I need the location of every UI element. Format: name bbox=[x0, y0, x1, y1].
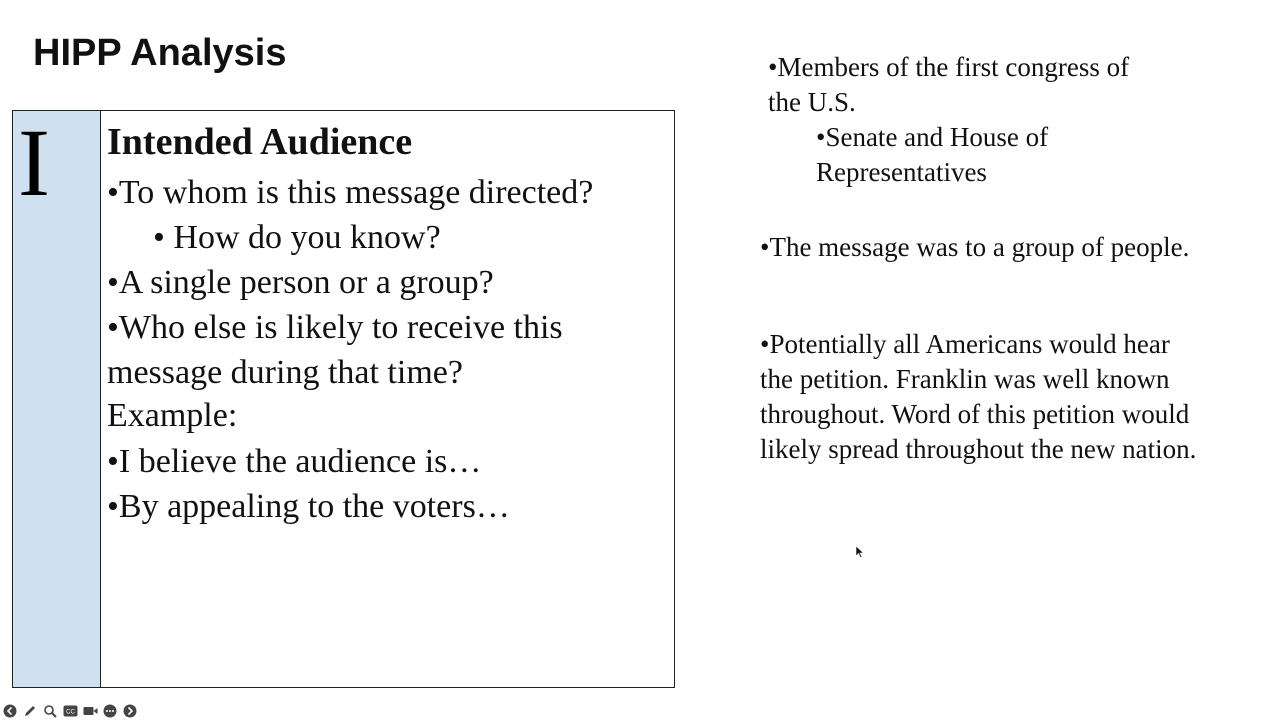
question-who-else-line1: •Who else is likely to receive this bbox=[107, 309, 563, 346]
hipp-card bbox=[12, 110, 675, 688]
answer-2: •The message was to a group of people. bbox=[760, 232, 1190, 262]
mouse-pointer-icon bbox=[856, 546, 864, 558]
question-whom: •To whom is this message directed? bbox=[107, 174, 594, 211]
presenter-toolbar bbox=[2, 703, 138, 719]
answer-3-line4: likely spread throughout the new nation. bbox=[760, 434, 1197, 464]
question-how-know: • How do you know? bbox=[153, 219, 441, 256]
answer-1-sub-line1: •Senate and House of bbox=[816, 122, 1049, 152]
answer-3-line3: throughout. Word of this petition would bbox=[760, 399, 1190, 429]
answer-1-line1: •Members of the first congress of bbox=[768, 52, 1130, 82]
forward-icon[interactable] bbox=[122, 703, 138, 719]
answer-1-sub-line2: Representatives bbox=[816, 157, 987, 187]
answer-3-line2: the petition. Franklin was well known bbox=[760, 364, 1170, 394]
letter-column bbox=[13, 111, 101, 687]
answer-1-line2: the U.S. bbox=[768, 87, 856, 117]
video-icon[interactable] bbox=[82, 703, 98, 719]
example-audience: •I believe the audience is… bbox=[107, 443, 482, 480]
answer-3-line1: •Potentially all Americans would hear bbox=[760, 329, 1170, 359]
question-who-else-line2: message during that time? bbox=[107, 354, 463, 391]
captions-icon[interactable] bbox=[62, 703, 78, 719]
card-heading: Intended Audience bbox=[107, 121, 413, 163]
hipp-letter: I bbox=[18, 109, 50, 216]
more-icon[interactable] bbox=[102, 703, 118, 719]
question-single-or-group: •A single person or a group? bbox=[107, 264, 494, 301]
slide-title: HIPP Analysis bbox=[33, 32, 287, 74]
back-icon[interactable] bbox=[2, 703, 18, 719]
example-voters: •By appealing to the voters… bbox=[107, 488, 510, 525]
svg-text:CC: CC bbox=[65, 709, 75, 716]
card-content bbox=[101, 111, 674, 687]
example-label: Example: bbox=[107, 397, 238, 434]
zoom-icon[interactable] bbox=[42, 703, 58, 719]
pen-icon[interactable] bbox=[22, 703, 38, 719]
